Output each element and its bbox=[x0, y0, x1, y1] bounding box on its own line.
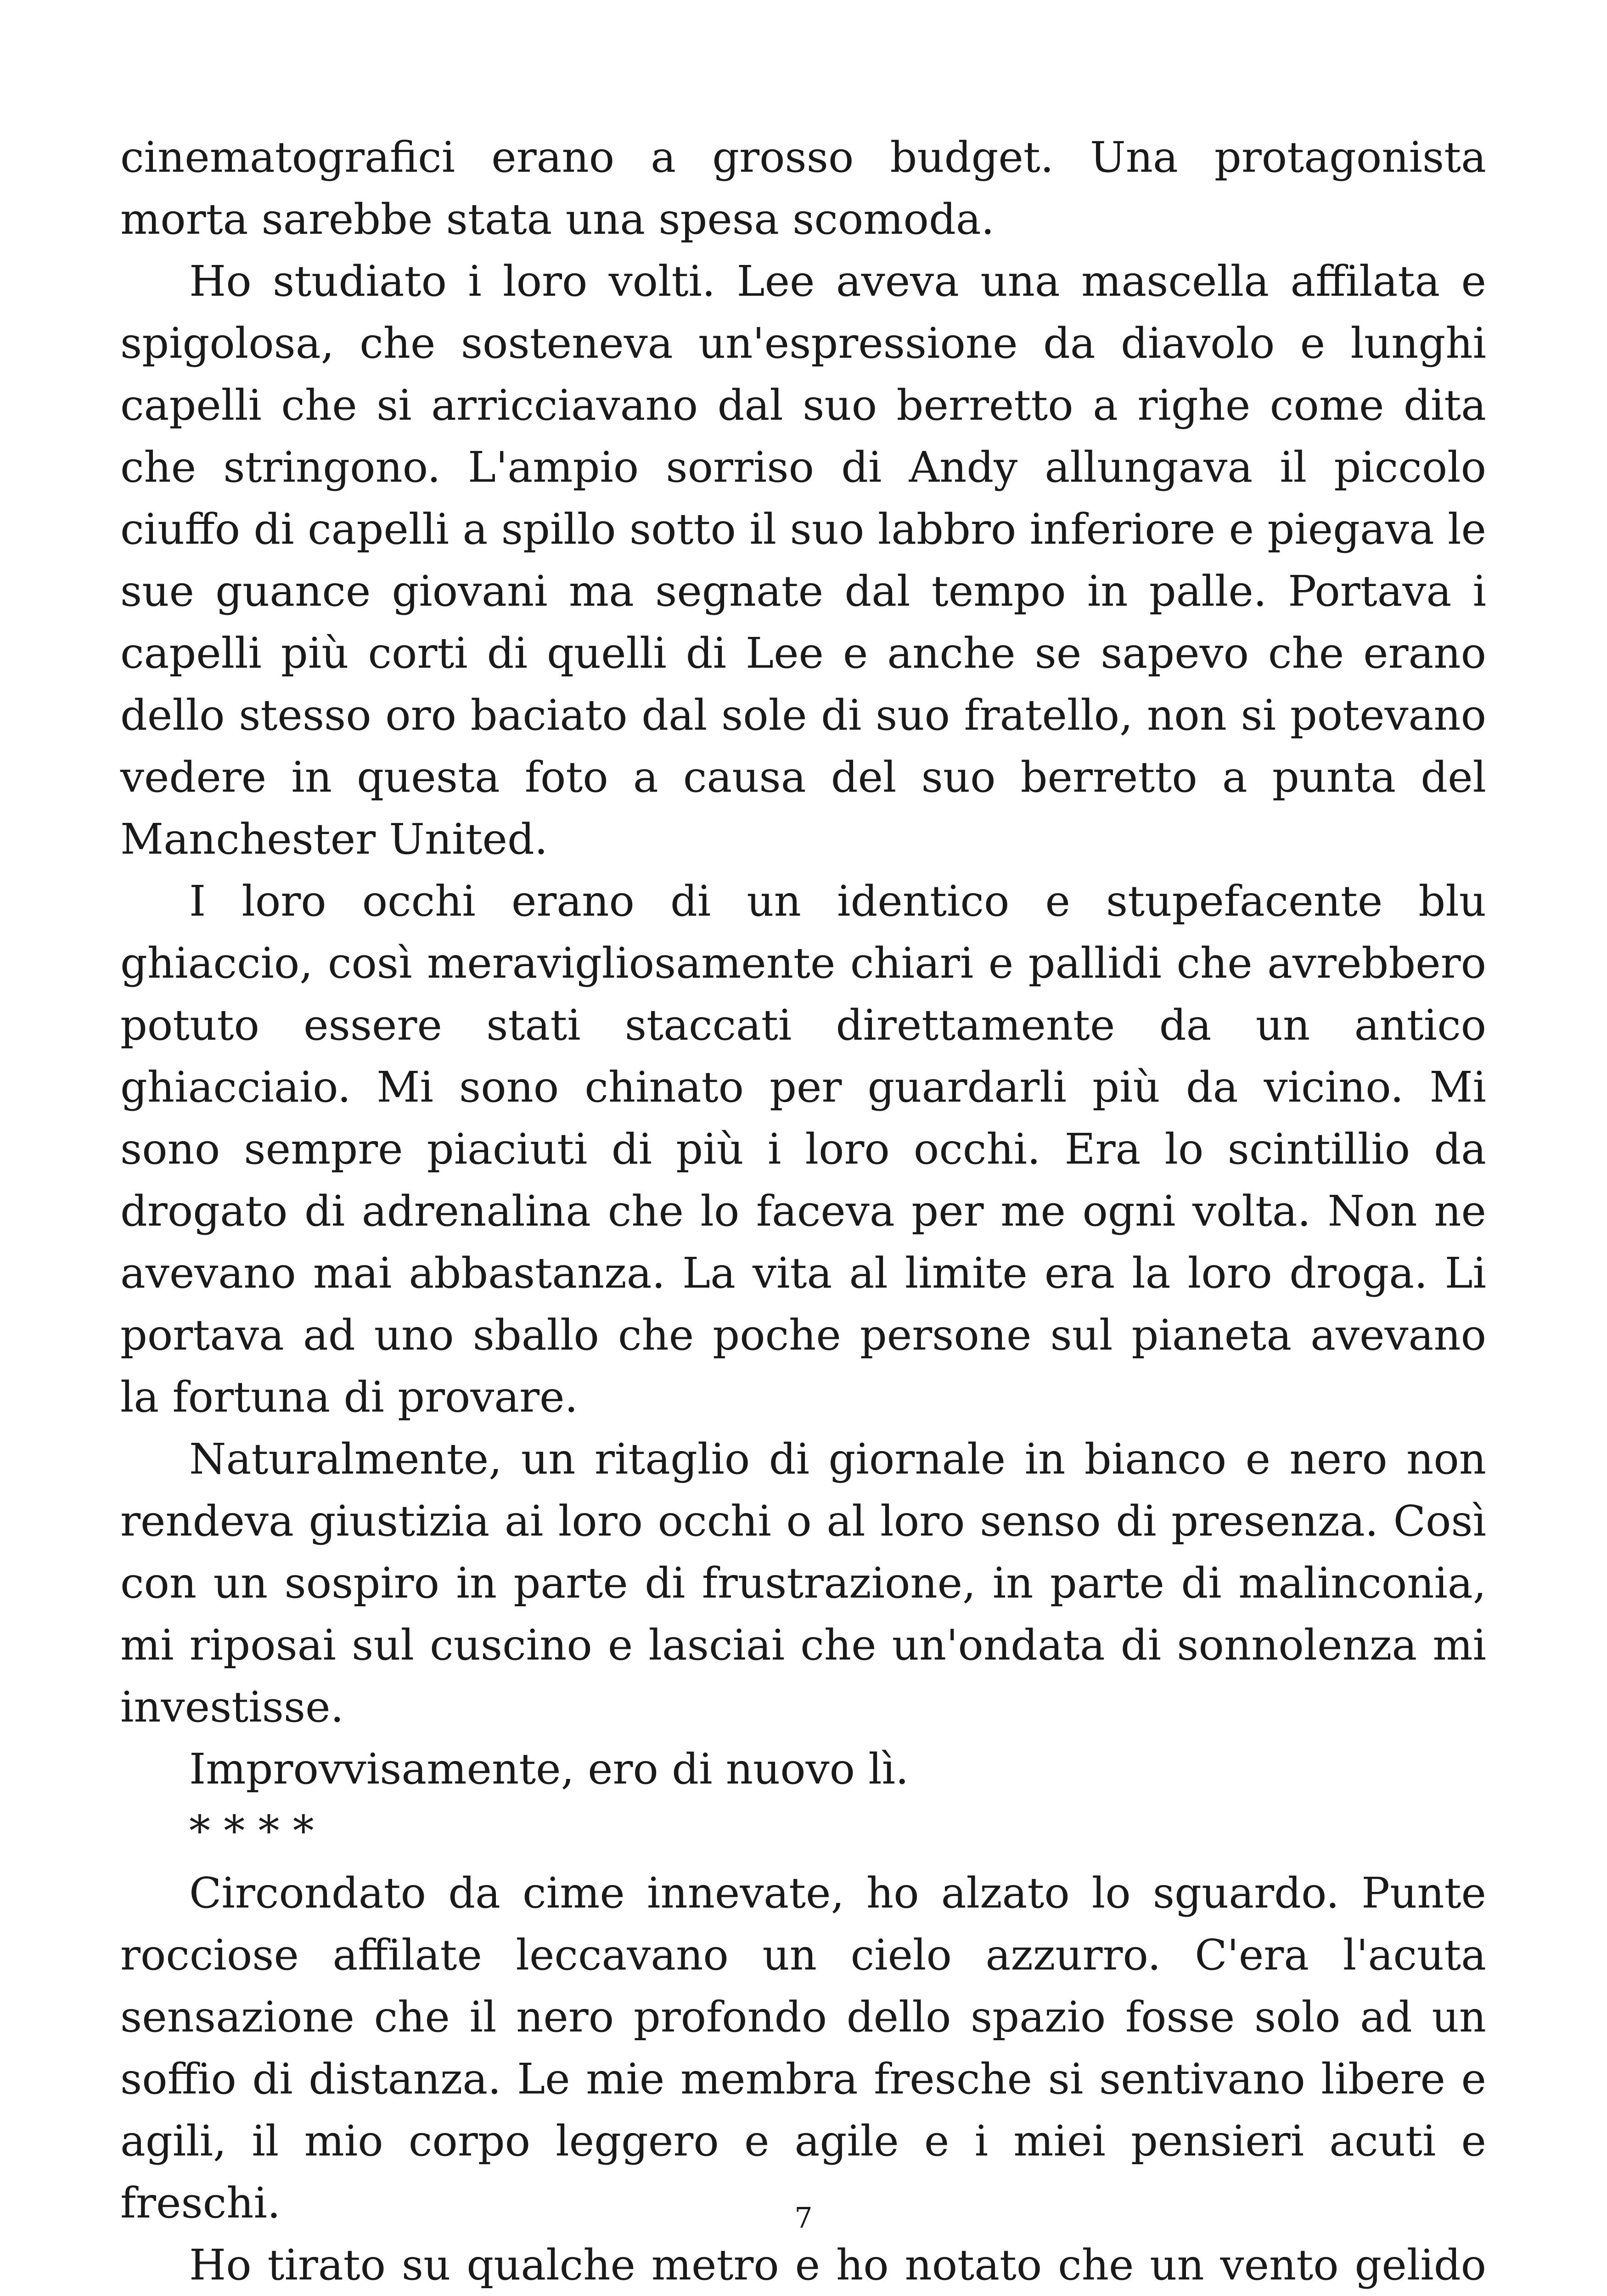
paragraph-2: Ho studiato i loro volti. Lee aveva una mascella affilata e spigolosa, che sosteneva un'espressione da diavolo e lunghi capelli che si arricciavano dal suo berretto a righe come dita che stringono. L'ampio sorriso di Andy allungava il piccolo ciuffo di capelli a spillo sotto il suo labbro inferiore e piegava le sue guance giovani ma segnate dal tempo in palle. Portava i capelli più corti di quelli di Lee e anche se sapevo che erano dello stesso oro baciato dal sole di suo fratello, non si potevano vedere in questa foto a causa del suo berretto a punta del Manchester United. bbox=[120, 257, 1486, 864]
paragraph-5: Improvvisamente, ero di nuovo lì. bbox=[189, 1745, 909, 1794]
paragraph-6: Circondato da cime innevate, ho alzato lo sguardo. Punte rocciose affilate leccavano un cielo azzurro. C'era l'acuta sensazione che il nero profondo dello spazio fosse solo ad un soffio di distanza. Le mie membra fresche si sentivano libere e agili, il mio corpo leggero e agile e i miei pensieri acuti e freschi. bbox=[120, 1868, 1486, 2228]
paragraph-3: I loro occhi erano di un identico e stupefacente blu ghiaccio, così meravigliosamente chiari e pallidi che avrebbero potuto essere stati staccati direttamente da un antico ghiacciaio. Mi sono chinato per guardarli più da vicino. Mi sono sempre piaciuti di più i loro occhi. Era lo scintillio da drogato di adrenalina che lo faceva per me ogni volta. Non ne avevano mai abbastanza. La vita al limite era la loro droga. Li portava ad uno sballo che poche persone sul pianeta avevano la fortuna di provare. bbox=[120, 877, 1486, 1422]
body-text bbox=[120, 126, 1486, 2296]
paragraph-1: cinematografici erano a grosso budget. Una protagonista morta sarebbe stata una spesa scomoda. bbox=[120, 133, 1486, 244]
section-break: * * * * bbox=[189, 1806, 314, 1856]
page-number: 7 bbox=[794, 2201, 813, 2234]
paragraph-7: Ho tirato su qualche metro e ho notato che un vento gelido bbox=[189, 2240, 1486, 2290]
paragraph-4: Naturalmente, un ritaglio di giornale in bianco e nero non rendeva giustizia ai loro occhi o al loro senso di presenza. Così con un sospiro in parte di frustrazione, in parte di malinconia, mi riposai sul cuscino e lasciai che un'ondata di sonnolenza mi investisse. bbox=[120, 1435, 1486, 1732]
